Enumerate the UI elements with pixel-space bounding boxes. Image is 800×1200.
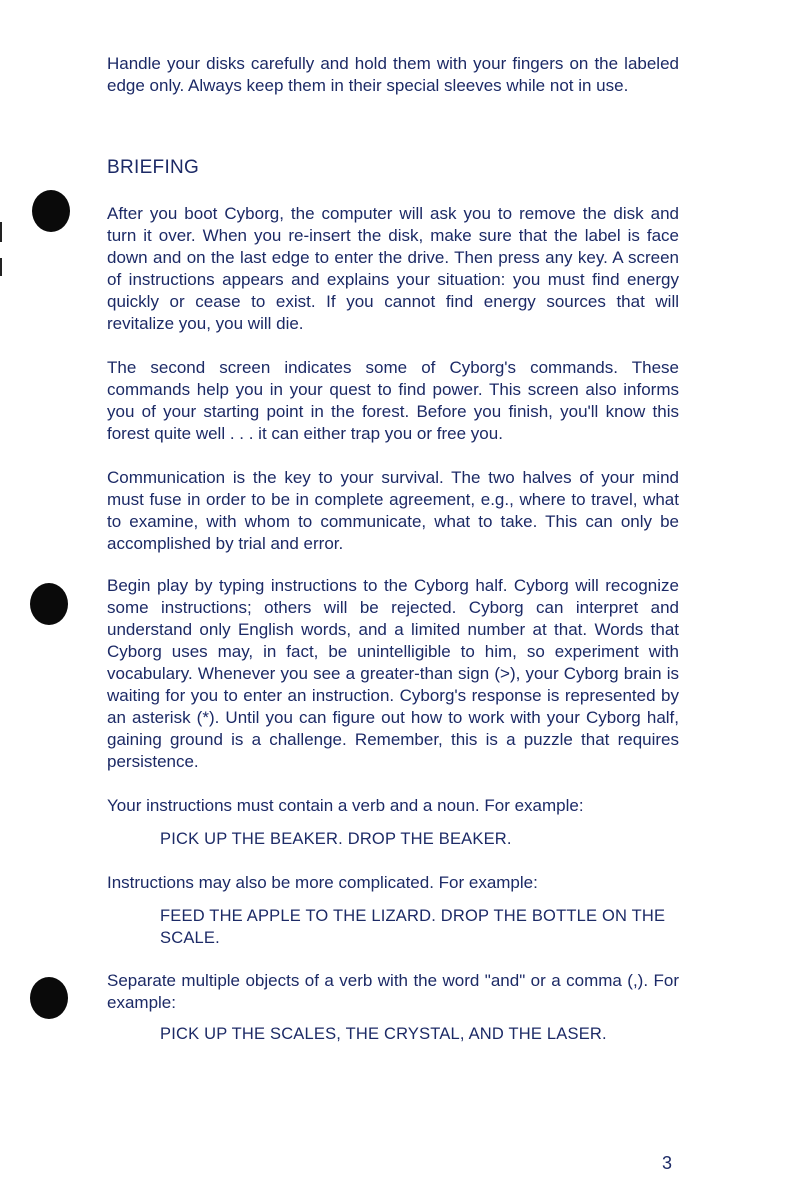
- complicated-paragraph: Instructions may also be more complicated. For example:: [107, 873, 538, 892]
- verb-noun-paragraph: Your instructions must contain a verb and a noun. For example:: [107, 796, 584, 815]
- communication-paragraph: Communication is the key to your survival. The two halves of your mind must fuse in order to be in complete agreement, e.g., where to travel, what to examine, with whom to communicate, what to take. This can only be accomplished by trial and error.: [107, 468, 679, 553]
- separate-paragraph: Separate multiple objects of a verb with the word "and" or a comma (,). For example:: [107, 971, 679, 1012]
- binder-hole: [30, 977, 68, 1019]
- example-command-2: FEED THE APPLE TO THE LIZARD. DROP THE BOTTLE ON THE SCALE.: [160, 907, 666, 947]
- briefing-heading: BRIEFING: [107, 157, 200, 178]
- page-number: 3: [661, 1153, 672, 1173]
- scan-edge-mark: [0, 222, 2, 242]
- binder-hole: [32, 190, 70, 232]
- example-command-1: PICK UP THE BEAKER. DROP THE BEAKER.: [160, 830, 512, 848]
- binder-hole: [30, 583, 68, 625]
- scan-edge-mark: [0, 258, 2, 276]
- disk-care-paragraph: Handle your disks carefully and hold them with your fingers on the labeled edge only. Always keep them in their special sleeves while not in use.: [107, 54, 679, 95]
- boot-paragraph: After you boot Cyborg, the computer will ask you to remove the disk and turn it over. When you re-insert the disk, make sure that the label is face down and on the last edge to enter the drive. Then press any key. A screen of instructions appears and explains your situation: you must find energy quickly or cease to exist. If you cannot find energy sources that will revitalize you, you will die.: [107, 204, 679, 333]
- begin-play-paragraph: Begin play by typing instructions to the Cyborg half. Cyborg will recognize some instructions; others will be rejected. Cyborg can interpret and understand only English words, and a limited number at that. Words that Cyborg uses may, in fact, be unintelligible to him, so experiment with vocabulary. Whenever you see a greater-than sign (>), your Cyborg brain is waiting for you to enter an instruction. Cyborg's response is represented by an asterisk (*). Until you can figure out how to work with your Cyborg half, gaining ground is a challenge. Remember, this is a puzzle that requires persistence.: [107, 576, 679, 771]
- second-screen-paragraph: The second screen indicates some of Cyborg's commands. These commands help you in your quest to find power. This screen also informs you of your starting point in the forest. Before you finish, you'll know this forest quite well . . . it can either trap you or free you.: [107, 358, 679, 443]
- example-command-3: PICK UP THE SCALES, THE CRYSTAL, AND THE LASER.: [160, 1025, 607, 1043]
